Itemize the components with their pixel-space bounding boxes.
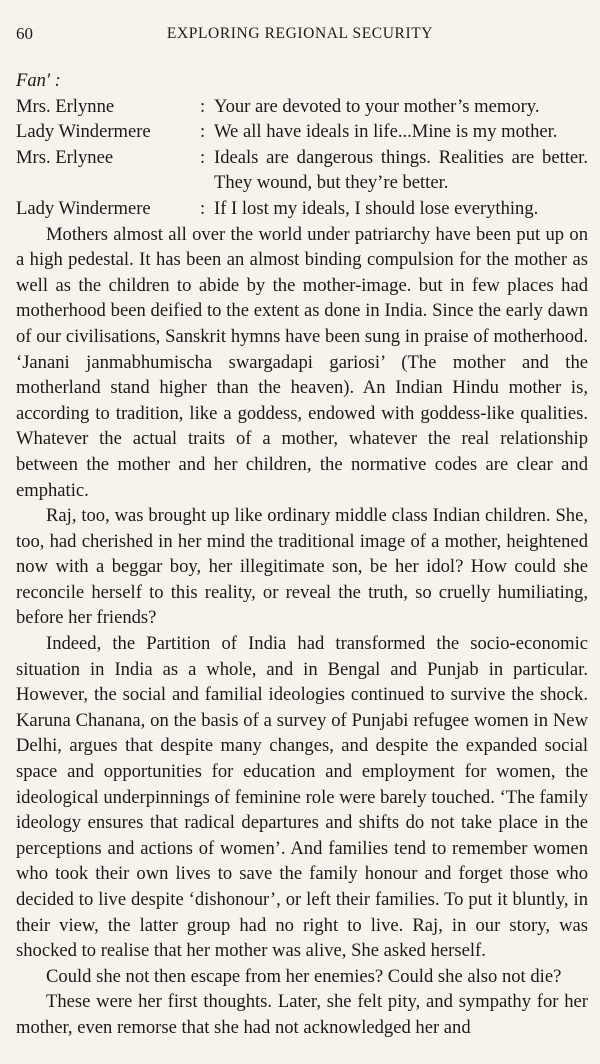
body-paragraph: Raj, too, was brought up like ordinary middle class Indian children. She, too, had cherished in her mind the traditional image of a mother, heightened now with a beggar boy, her illegitimate son, be her idol? How could she reconcile herself to this reality, or reveal the truth, so cruelly humiliating, before her friends?	[16, 505, 588, 629]
dialogue-line	[16, 145, 588, 196]
body-paragraph: These were her first thoughts. Later, she felt pity, and sympathy for her mother, even remorse that she had not acknowledged her and	[16, 991, 588, 1038]
speaker-name: Lady Windermere	[16, 121, 151, 143]
dialogue-line	[16, 196, 588, 222]
page-number: 60	[16, 24, 33, 43]
dialogue-text: If I lost my ideals, I should lose everything.	[214, 197, 539, 219]
dialogue-text: We all have ideals in life...Mine is my mother.	[214, 121, 558, 143]
speaker-colon: :	[200, 146, 206, 168]
dialogue-text: Ideals are dangerous things. Realities are better. They wound, but they’re better.	[214, 146, 588, 194]
dialogue-text: Your are devoted to your mother’s memory.	[214, 95, 540, 117]
speaker-name: Mrs. Erlynee	[16, 146, 114, 168]
speaker-colon: :	[200, 95, 206, 117]
speaker-name: Lady Windermere	[16, 197, 151, 219]
body-paragraph: Could she not then escape from her enemies? Could she also not die?	[46, 965, 562, 987]
body-paragraph: Mothers almost all over the world under patriarchy have been put up on a high pedestal. It has been an almost binding compulsion for the mother as well as the children to abide by the mother-image. but in few places had motherhood been deified to the extent as done in India. Since the early dawn of our civilisations, Sanskrit hymns have been sung in praise of motherhood. ‘Janani janmabhumischa swargadapi gariosi’ (The mother and the motherland stand higher than the heaven). An Indian Hindu mother is, according to tradition, like a goddess, endowed with goddess-like qualities. Whatever the actual traits of a mother, whatever the real relationship between the mother and her children, the normative codes are clear and emphatic.	[16, 223, 588, 501]
dialogue-line	[16, 94, 588, 120]
body-paragraph: Indeed, the Partition of India had transformed the socio-economic situation in India as a whole, and in Bengal and Punjab in particular. However, the social and familial ideologies continued to survive the shock. Karuna Chanana, on the basis of a survey of Punjabi refugee women in New Delhi, argues that despite many changes, and despite the expanded social space and opportunities for education and employment for women, the ideological underpinnings of feminine role were barely touched. ‘The family ideology ensures that radical departures and shifts do not take place in the perceptions and actions of women’. And families tend to remember women who took their own lives to save the family honour and forget those who decided to live despite ‘dishonour’, or left their families. To put it bluntly, in their view, the latter group had no right to live. Raj, in our story, was shocked to realise that her mother was alive, She asked herself.	[16, 633, 588, 962]
dialogue-line	[16, 119, 588, 145]
speaker-name: Mrs. Erlynne	[16, 95, 115, 117]
running-title: EXPLORING REGIONAL SECURITY	[166, 25, 434, 42]
page-body	[16, 68, 588, 1041]
page-header	[16, 24, 584, 46]
speaker-colon: :	[200, 197, 206, 219]
excerpt-label: Fan' :	[16, 70, 61, 91]
speaker-colon: :	[200, 121, 206, 143]
